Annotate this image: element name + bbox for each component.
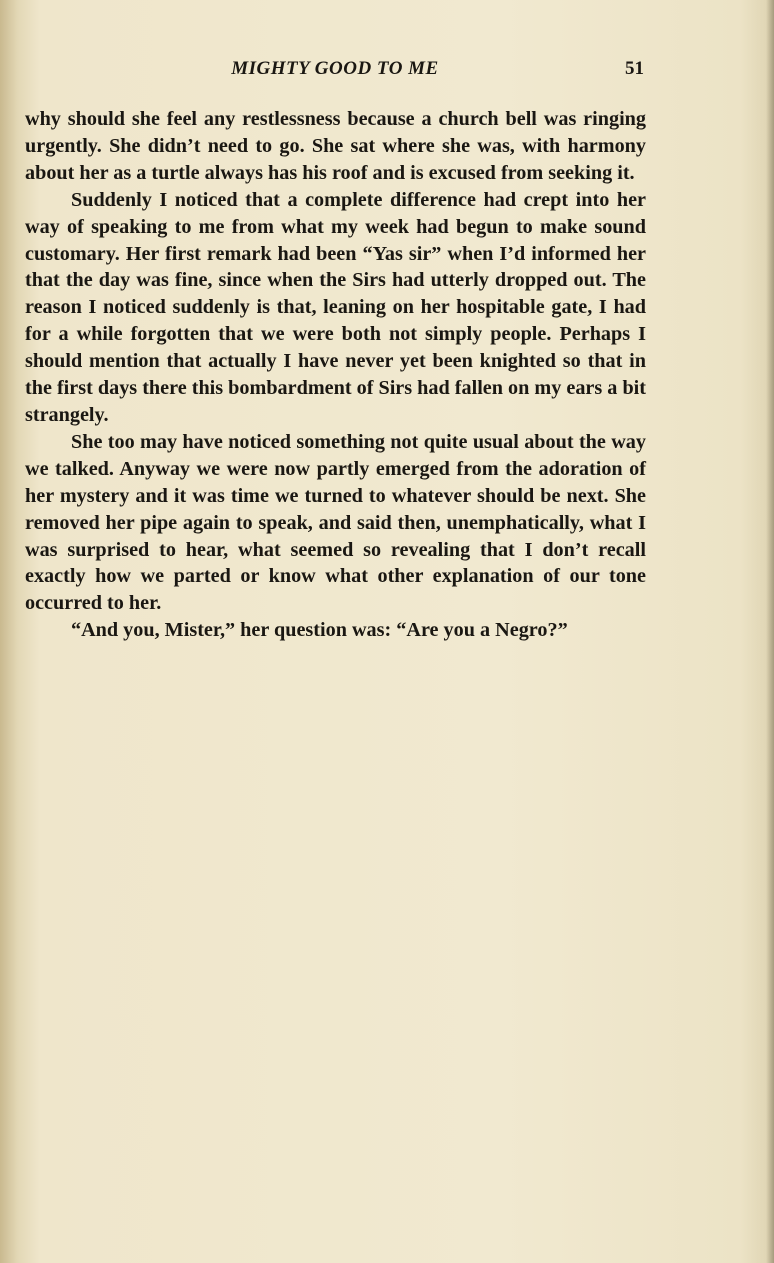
paragraph: Suddenly I noticed that a complete difference had crept into her way of speaking to me from what my week had begun to make sound customary. Her first remark had been “Yas sir” when I’d informed her that the day was fine, since when the Sirs had utterly dropped out. The reason I noticed suddenly is that, leaning on her hospitable gate, I had for a while forgotten that we were both not simply people. Perhaps I should mention that actually I have never yet been knighted so that in the first days there this bombardment of Sirs had fallen on my ears a bit strangely. <box>25 188 646 426</box>
running-title: MIGHTY GOOD TO ME <box>231 58 439 79</box>
paragraph: why should she feel any restlessness because a church bell was ringing urgently. She didn’t need to go. She sat where she was, with harmony about her as a turtle always has his roof and is excused from seeking it. <box>25 108 646 184</box>
paragraph: She too may have noticed something not quite usual about the way we talked. Anyway we were now partly emerged from the adoration of her mystery and it was time we turned to whatever should be next. She removed her pipe again to speak, and said then, unemphatically, what I was surprised to hear, what seemed so revealing that I don’t recall exactly how we parted or know what other explanation of our tone occurred to her. <box>25 430 646 615</box>
page-header <box>24 58 646 86</box>
body-text <box>25 106 646 644</box>
page-edge-shadow <box>766 0 774 1263</box>
page-number: 51 <box>625 58 644 79</box>
paragraph: “And you, Mister,” her question was: “Are you a Negro?” <box>71 619 568 642</box>
